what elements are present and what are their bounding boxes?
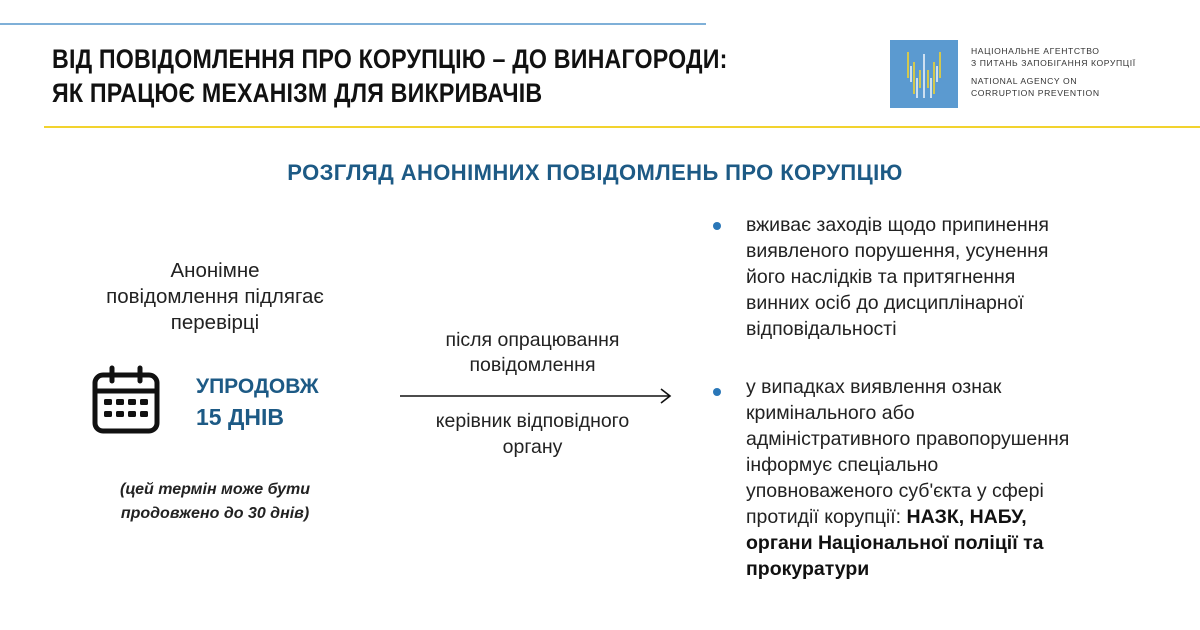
bullet-1-line-1: вживає заходів щодо припинення <box>746 214 1049 236</box>
bullet-2-line-1: у випадках виявлення ознак <box>746 376 1002 398</box>
bullet-2-prosecution: прокуратури <box>746 558 870 580</box>
bullet-1-line-5: відповідальності <box>746 318 897 340</box>
bullet-2-line-6 <box>746 504 1176 530</box>
bullet-1-line-2: виявленого порушення, усунення <box>746 240 1049 262</box>
page-title <box>52 42 728 110</box>
agency-name-en-1: NATIONAL AGENCY ON <box>971 76 1078 86</box>
extension-note <box>70 478 360 526</box>
deadline-term <box>196 372 319 432</box>
agency-name-uk-2: З ПИТАНЬ ЗАПОБІГАННЯ КОРУПЦІЇ <box>971 57 1136 68</box>
bullet-2-police: органи Національної поліції та <box>746 532 1044 554</box>
nazk-logo-mark <box>890 40 958 108</box>
title-line-1: ВІД ПОВІДОМЛЕННЯ ПРО КОРУПЦІЮ – ДО ВИНАГОРОДИ: <box>52 44 728 74</box>
note-line-2: продовжено до 30 днів) <box>120 505 310 522</box>
top-rule <box>0 23 706 25</box>
anonymous-report-text <box>80 258 350 336</box>
nazk-logo <box>890 40 958 108</box>
bullet-2-line-7 <box>746 530 1176 556</box>
bullet-1-line-4: винних осіб до дисциплінарної <box>746 292 1024 314</box>
section-title: РОЗГЛЯД АНОНІМНИХ ПОВІДОМЛЕНЬ ПРО КОРУПЦІЮ <box>287 160 903 185</box>
head-of-body-line-2: органу <box>502 436 563 458</box>
anon-line-3: перевірці <box>170 311 260 334</box>
yellow-divider <box>44 126 1200 128</box>
agency-name <box>971 46 1136 99</box>
note-line-1: (цей термін може бути <box>120 481 310 498</box>
flow-arrow <box>398 386 674 406</box>
agency-name-en-2: CORRUPTION PREVENTION <box>971 87 1100 98</box>
agency-name-uk-1: НАЦІОНАЛЬНЕ АГЕНТСТВО <box>971 46 1100 56</box>
after-processing-label <box>400 328 665 378</box>
bullet-dot-icon <box>713 388 721 396</box>
deadline-term-line-1: УПРОДОВЖ <box>196 375 319 398</box>
bullet-2-agencies: НАЗК, НАБУ, <box>906 506 1027 528</box>
bullet-2-line-4: інформує спеціально <box>746 454 939 476</box>
bullet-2-line-3: адміністративного правопорушення <box>746 428 1070 450</box>
bullet-1-line-3: його наслідків та притягнення <box>746 266 1016 288</box>
head-of-body-label <box>400 408 665 460</box>
bullet-2-line-5: уповноваженого суб'єкта у сфері <box>746 480 1044 502</box>
bullet-dot-icon <box>713 222 721 230</box>
calendar-icon <box>92 365 160 435</box>
after-processing-line-1: після опрацювання <box>445 329 620 351</box>
anon-line-1: Анонімне <box>170 259 260 282</box>
anon-line-2: повідомлення підлягає <box>106 285 324 308</box>
deadline-days: 15 ДНІВ <box>196 404 284 430</box>
bullet-2-line-2: кримінального або <box>746 402 915 424</box>
head-of-body-line-1: керівник відповідного <box>435 410 630 432</box>
title-line-2: ЯК ПРАЦЮЄ МЕХАНІЗМ ДЛЯ ВИКРИВАЧІВ <box>52 78 543 108</box>
after-processing-line-2: повідомлення <box>469 354 596 376</box>
bullet-2-line-6-text: протидії корупції: <box>746 506 907 528</box>
bullet-2-line-8 <box>746 556 1176 582</box>
